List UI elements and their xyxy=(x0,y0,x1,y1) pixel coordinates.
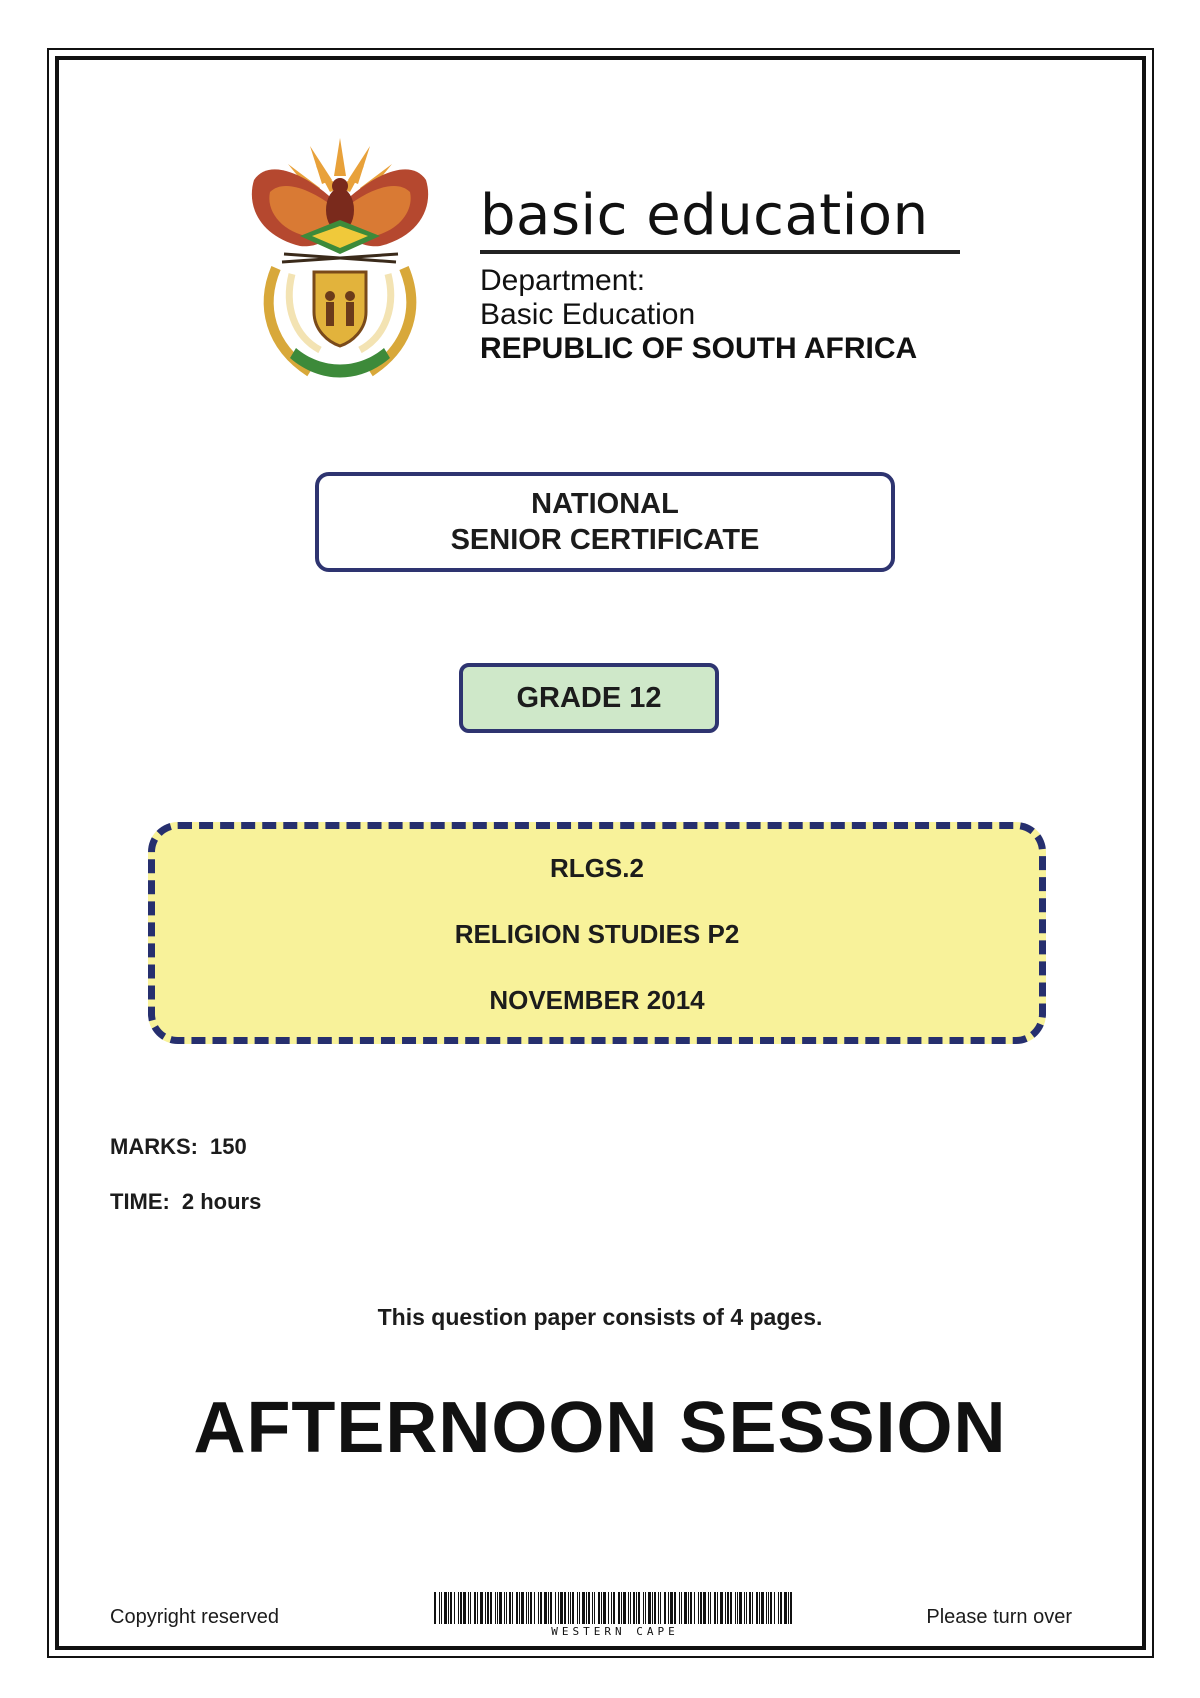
barcode-bar xyxy=(778,1592,779,1624)
barcode-bar xyxy=(648,1592,651,1624)
paper-subject: RELIGION STUDIES P2 xyxy=(454,919,740,949)
grade-box xyxy=(459,663,719,733)
barcode-bar xyxy=(509,1592,511,1624)
coat-of-arms-icon xyxy=(240,136,440,388)
certificate-line-2: SENIOR CERTIFICATE xyxy=(450,524,760,556)
certificate-box xyxy=(315,472,895,572)
barcode-bar xyxy=(645,1592,646,1624)
barcode-bar xyxy=(601,1592,602,1624)
barcode-bar xyxy=(658,1592,659,1624)
barcode-caption: WESTERN CAPE xyxy=(432,1625,798,1639)
barcode-bar xyxy=(790,1592,792,1624)
barcode-bar xyxy=(768,1592,769,1624)
barcode-bar xyxy=(780,1592,782,1624)
session-title: AFTERNOON SESSION xyxy=(193,1388,1007,1468)
barcode-bar xyxy=(577,1592,578,1624)
certificate-line-1: NATIONAL xyxy=(531,488,679,520)
barcode-bar xyxy=(572,1592,574,1624)
marks-line xyxy=(110,1134,247,1160)
barcode-bar xyxy=(630,1592,631,1624)
barcode-bar xyxy=(766,1592,767,1624)
barcode-bar xyxy=(477,1592,478,1624)
barcode-bar xyxy=(485,1592,486,1624)
paper-code: RLGS.2 xyxy=(550,853,644,883)
barcode-bar xyxy=(623,1592,626,1624)
barcode-bar xyxy=(454,1592,455,1624)
copyright-notice: Copyright reserved xyxy=(110,1606,279,1628)
barcode-bar xyxy=(594,1592,595,1624)
barcode-bar xyxy=(512,1592,513,1624)
barcode-bar xyxy=(660,1592,661,1624)
barcode-bar xyxy=(664,1592,666,1624)
barcode-bar xyxy=(490,1592,492,1624)
barcode-bar xyxy=(550,1592,552,1624)
barcode-bar xyxy=(684,1592,687,1624)
barcode-bar xyxy=(628,1592,629,1624)
barcode-bar xyxy=(752,1592,753,1624)
barcode-bar xyxy=(739,1592,742,1624)
barcode-bar xyxy=(788,1592,789,1624)
barcode-bar xyxy=(608,1592,609,1624)
barcode-bar xyxy=(700,1592,702,1624)
barcode-bar xyxy=(603,1592,606,1624)
grade-label: GRADE 12 xyxy=(516,681,662,714)
department-label: Department: xyxy=(480,264,646,297)
barcode-bar xyxy=(480,1592,483,1624)
barcode-bar xyxy=(652,1592,653,1624)
barcode-bar xyxy=(470,1592,471,1624)
barcode-bar xyxy=(519,1592,520,1624)
barcode-bar xyxy=(784,1592,787,1624)
marks-value: 150 xyxy=(210,1134,247,1159)
barcode-bar xyxy=(530,1592,532,1624)
barcode-bar xyxy=(450,1592,452,1624)
barcode-bar xyxy=(434,1592,436,1624)
barcode-bar xyxy=(638,1592,640,1624)
barcode-bar xyxy=(463,1592,466,1624)
time-value: 2 hours xyxy=(181,1189,262,1214)
barcode-bar xyxy=(730,1592,732,1624)
barcode-bar xyxy=(690,1592,692,1624)
turn-over-notice: Please turn over xyxy=(926,1606,1072,1628)
time-line xyxy=(110,1189,261,1215)
barcode-bar xyxy=(592,1592,593,1624)
barcode-bar xyxy=(540,1592,542,1624)
barcode-bar xyxy=(670,1592,673,1624)
barcode-bar xyxy=(621,1592,622,1624)
barcode-bar xyxy=(521,1592,524,1624)
barcode-bar xyxy=(746,1592,747,1624)
barcode-bar xyxy=(570,1592,571,1624)
barcode-bar xyxy=(460,1592,462,1624)
barcode-bar xyxy=(618,1592,620,1624)
barcode-bar xyxy=(694,1592,695,1624)
marks-label: MARKS: xyxy=(110,1134,198,1159)
barcode-bar xyxy=(744,1592,745,1624)
barcode-bar xyxy=(770,1592,772,1624)
department-name: Basic Education xyxy=(480,298,696,331)
barcode-bar xyxy=(598,1592,600,1624)
paper-date: NOVEMBER 2014 xyxy=(489,985,705,1015)
barcode-bar xyxy=(735,1592,736,1624)
barcode-bar xyxy=(633,1592,635,1624)
barcode-bar xyxy=(516,1592,518,1624)
barcode-bar xyxy=(448,1592,449,1624)
barcode-bar xyxy=(544,1592,547,1624)
barcode-bar xyxy=(504,1592,505,1624)
barcode-bar xyxy=(774,1592,775,1624)
barcode-bar xyxy=(714,1592,716,1624)
barcode-bar xyxy=(588,1592,590,1624)
barcode-bar xyxy=(710,1592,711,1624)
barcode-bar xyxy=(636,1592,637,1624)
barcode-bar xyxy=(444,1592,447,1624)
barcode-bar xyxy=(761,1592,764,1624)
barcode-bar xyxy=(725,1592,726,1624)
barcode-bar xyxy=(579,1592,580,1624)
barcode-bar xyxy=(468,1592,469,1624)
barcode-bar xyxy=(582,1592,585,1624)
time-label: TIME: xyxy=(110,1189,170,1214)
barcode-bar xyxy=(681,1592,682,1624)
pages-note: This question paper consists of 4 pages. xyxy=(377,1304,823,1330)
barcode-bar xyxy=(487,1592,489,1624)
barcode-bar xyxy=(458,1592,459,1624)
barcode-bar xyxy=(756,1592,758,1624)
department-branding xyxy=(480,183,965,366)
barcode-bar xyxy=(708,1592,709,1624)
barcode-bar xyxy=(586,1592,587,1624)
barcode-bar xyxy=(499,1592,502,1624)
barcode-bar xyxy=(528,1592,529,1624)
barcode-bar xyxy=(555,1592,556,1624)
barcode-bar xyxy=(548,1592,549,1624)
barcode-bar xyxy=(643,1592,644,1624)
barcode-bar xyxy=(495,1592,496,1624)
barcode-bar xyxy=(497,1592,498,1624)
paper-info-box xyxy=(148,822,1046,1044)
barcode-bar xyxy=(717,1592,718,1624)
barcode-bar xyxy=(654,1592,656,1624)
barcode-bar xyxy=(759,1592,760,1624)
barcode-bar xyxy=(474,1592,476,1624)
barcode-bar xyxy=(688,1592,689,1624)
barcode-bar xyxy=(737,1592,738,1624)
barcode-bar xyxy=(613,1592,615,1624)
brand-title: basic education xyxy=(480,186,960,254)
country-name: REPUBLIC OF SOUTH AFRICA xyxy=(480,332,918,365)
barcode-bar xyxy=(564,1592,566,1624)
barcode-bar xyxy=(526,1592,527,1624)
barcode-bar xyxy=(560,1592,563,1624)
barcode-bar xyxy=(679,1592,680,1624)
barcode-bar xyxy=(439,1592,440,1624)
barcode-bar xyxy=(506,1592,507,1624)
barcode-bar xyxy=(534,1592,535,1624)
barcode-bar xyxy=(674,1592,676,1624)
barcode-bar xyxy=(749,1592,751,1624)
barcode-bar xyxy=(698,1592,699,1624)
barcode-bar xyxy=(611,1592,612,1624)
barcode-bar xyxy=(538,1592,539,1624)
barcode-bar xyxy=(727,1592,729,1624)
barcode-bar xyxy=(668,1592,669,1624)
barcode-bar xyxy=(720,1592,723,1624)
barcode-bar xyxy=(441,1592,442,1624)
barcode-bar xyxy=(703,1592,706,1624)
barcode-bar xyxy=(558,1592,559,1624)
barcode-bar xyxy=(568,1592,569,1624)
